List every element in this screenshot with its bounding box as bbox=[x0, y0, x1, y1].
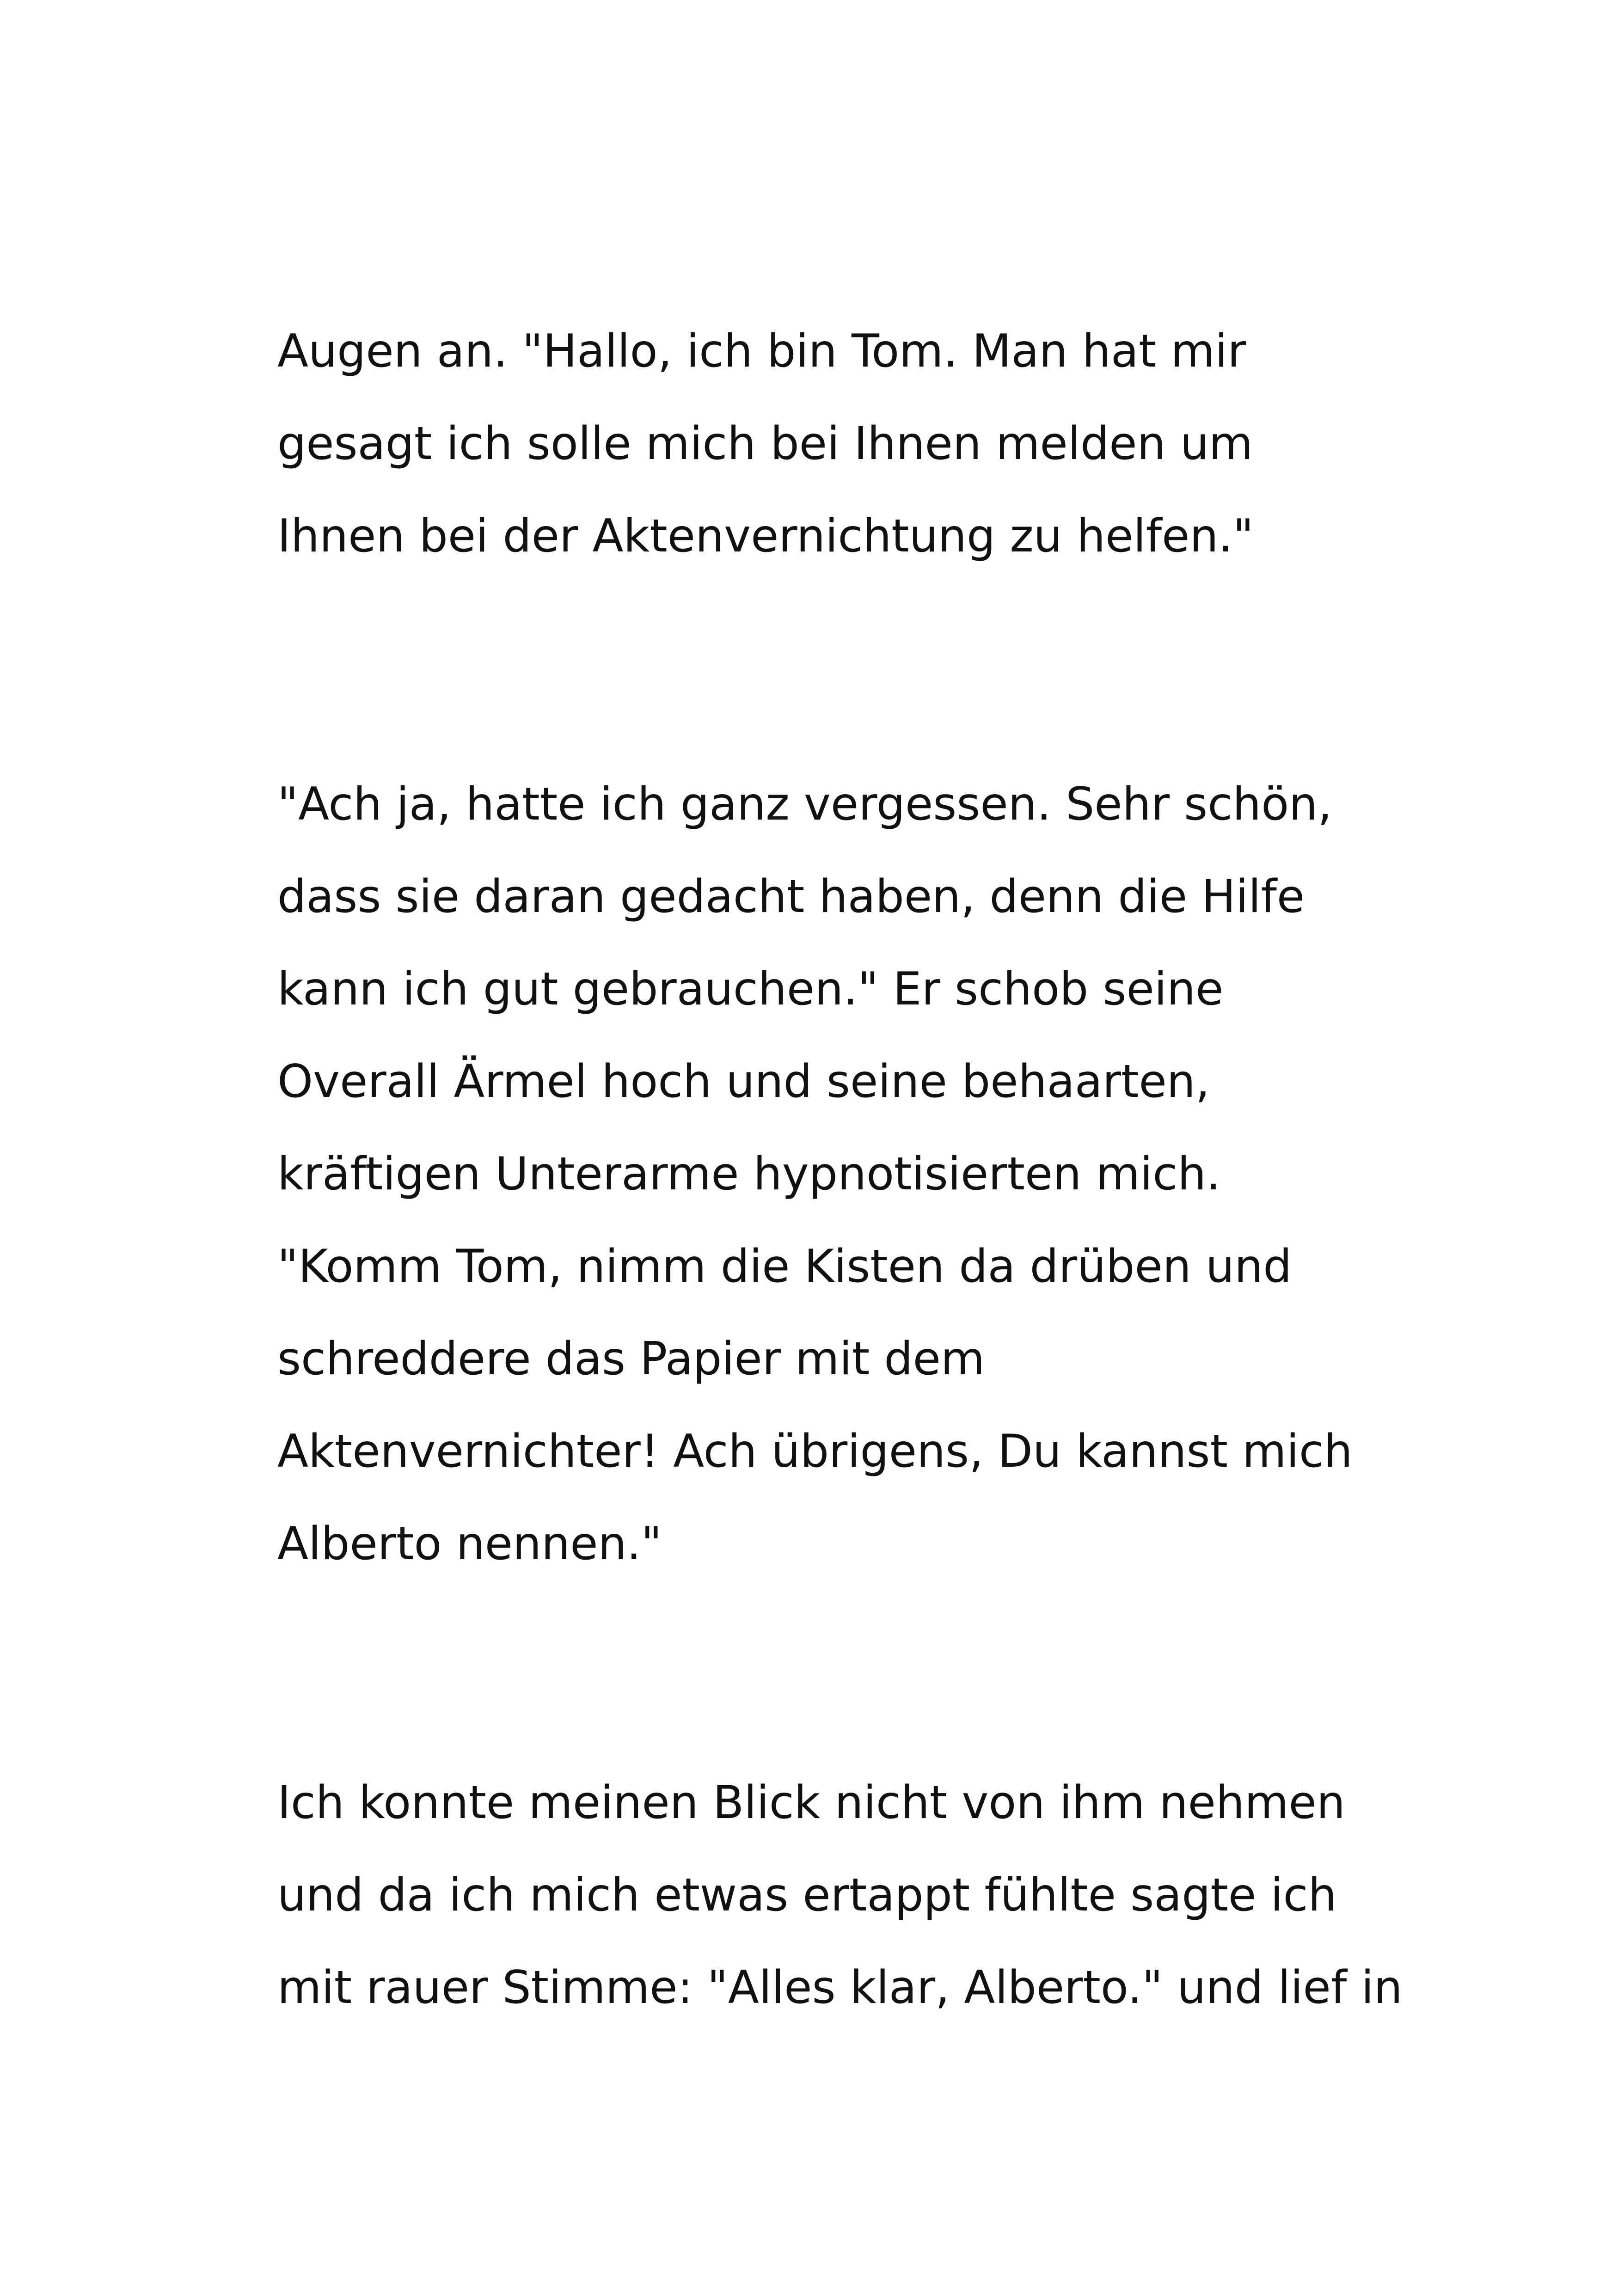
text-line: Augen an. "Hallo, ich bin Tom. Man hat mir bbox=[277, 325, 1246, 378]
text-line: kräftigen Unterarme hypnotisierten mich. bbox=[277, 1148, 1221, 1200]
text-line: mit rauer Stimme: "Alles klar, Alberto." und lief in bbox=[277, 1961, 1403, 2014]
text-line: schreddere das Papier mit dem bbox=[277, 1333, 985, 1385]
text-line: gesagt ich solle mich bei Ihnen melden um bbox=[277, 417, 1253, 470]
text-line: Ich konnte meinen Blick nicht von ihm nehmen bbox=[277, 1776, 1345, 1829]
text-line: "Ach ja, hatte ich ganz vergessen. Sehr schön, bbox=[277, 778, 1332, 831]
text-line: dass sie daran gedacht haben, denn die Hilfe bbox=[277, 870, 1305, 923]
text-line: Overall Ärmel hoch und seine behaarten, bbox=[277, 1055, 1210, 1108]
text-line: Ihnen bei der Aktenvernichtung zu helfen." bbox=[277, 510, 1254, 563]
text-line: "Komm Tom, nimm die Kisten da drüben und bbox=[277, 1240, 1292, 1293]
text-line: Aktenvernichter! Ach übrigens, Du kannst mich bbox=[277, 1425, 1353, 1478]
text-line: Alberto nennen." bbox=[277, 1518, 662, 1570]
text-line: kann ich gut gebrauchen." Er schob seine bbox=[277, 963, 1224, 1016]
text-line: und da ich mich etwas ertappt fühlte sagte ich bbox=[277, 1869, 1337, 1922]
